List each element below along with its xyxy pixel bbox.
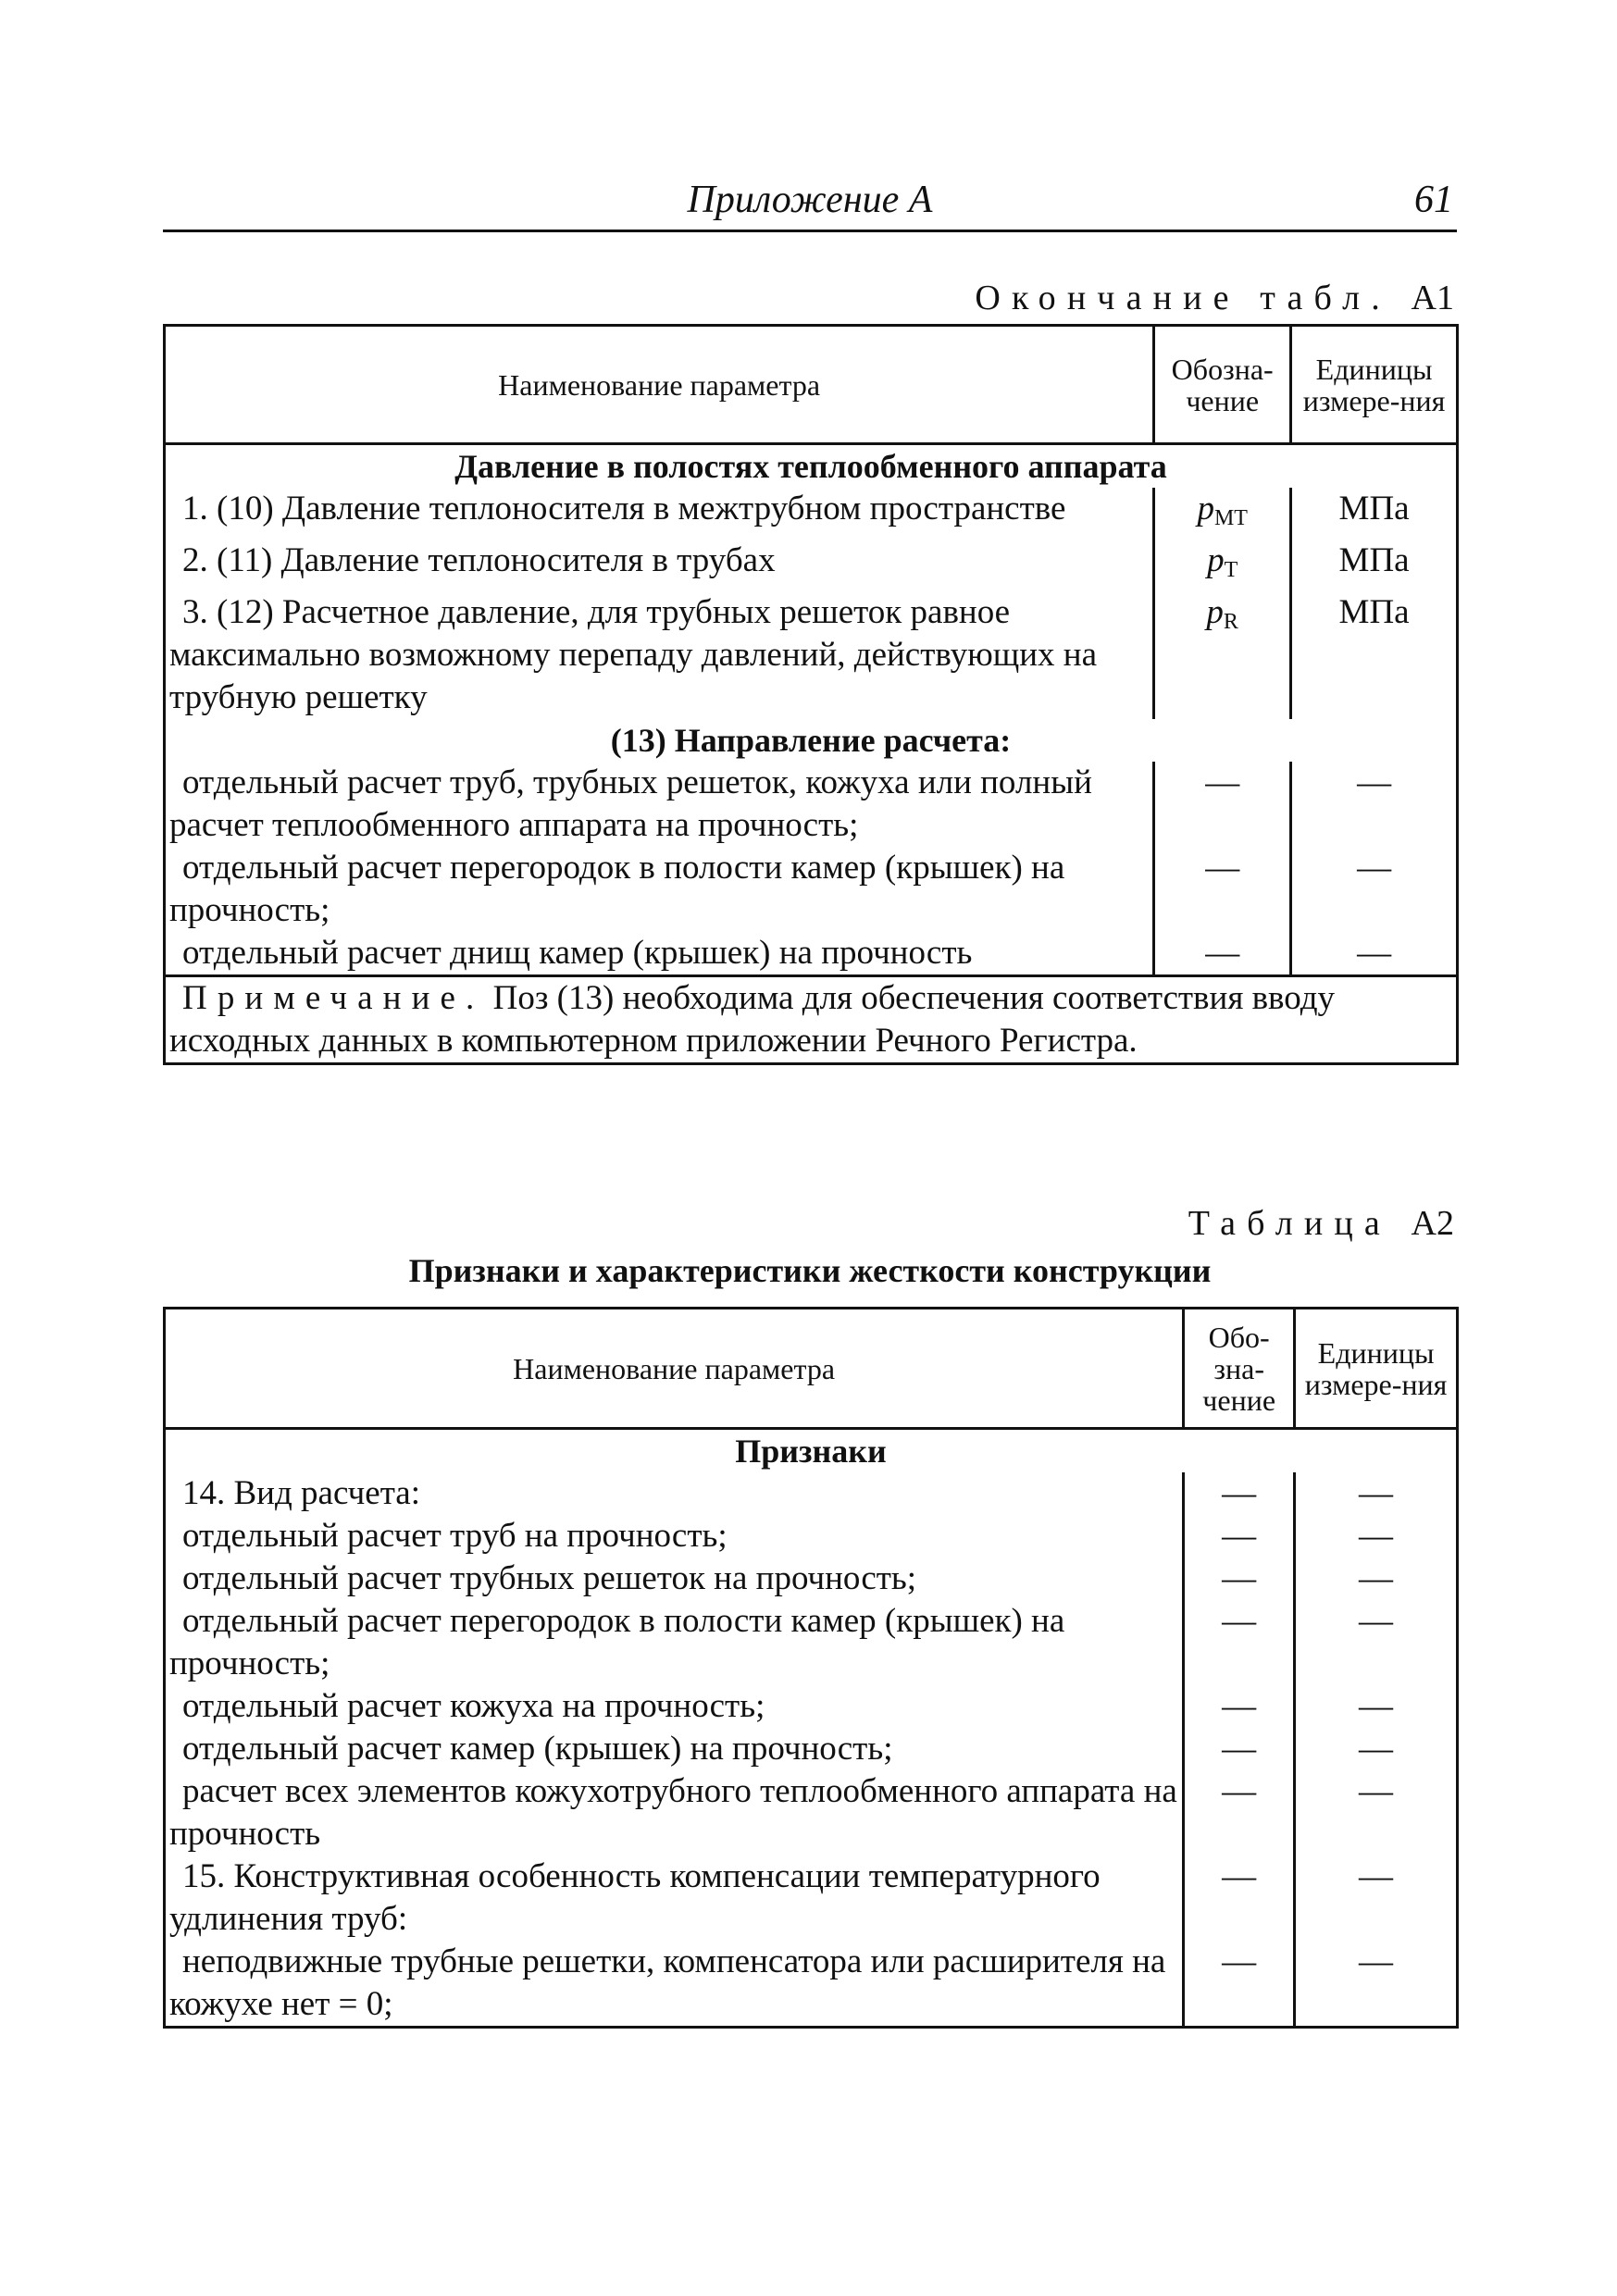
- param-unit: МПа: [1338, 490, 1410, 527]
- param-name: отдельный расчет перегородок в полости камер (крышек) на прочность;: [169, 849, 1065, 929]
- param-symbol: —: [1184, 1770, 1295, 1855]
- param-name: отдельный расчет камер (крышек) на прочность;: [182, 1730, 893, 1768]
- table-row: [165, 1685, 1458, 1728]
- table-row: [165, 1728, 1458, 1770]
- table-row: [165, 847, 1458, 932]
- page-header: [163, 174, 1457, 232]
- table-row: [165, 540, 1458, 591]
- param-unit: —: [1357, 763, 1392, 801]
- column-header-symbol: Обозна-чение: [1154, 326, 1291, 444]
- table-row: [165, 1472, 1458, 1515]
- table-a1-caption-number: А1: [1411, 279, 1454, 317]
- table-row: [165, 762, 1458, 847]
- param-symbol: —: [1184, 1600, 1295, 1685]
- param-unit: —: [1359, 1942, 1394, 1980]
- param-symbol: —: [1184, 1855, 1295, 1941]
- table-row: [165, 488, 1458, 540]
- table-a1-caption: [975, 278, 1454, 318]
- table-row: [165, 1770, 1458, 1855]
- param-symbol: —: [1184, 1558, 1295, 1600]
- table-row: [165, 591, 1458, 719]
- param-name: отдельный расчет перегородок в полости камер (крышек) на прочность;: [169, 1602, 1065, 1682]
- running-title: Приложение А: [687, 179, 933, 221]
- param-symbol: —: [1184, 1685, 1295, 1728]
- table-row: [165, 1941, 1458, 2028]
- column-header-units: Единицы измере-ния: [1291, 326, 1458, 444]
- param-unit: —: [1359, 1602, 1394, 1640]
- param-name: отдельный расчет труб, трубных решеток, кожуха или полный расчет теплообменного аппарата на прочность;: [169, 763, 1092, 844]
- column-header-name: Наименование параметра: [165, 326, 1154, 444]
- param-unit: —: [1359, 1687, 1394, 1725]
- param-unit: —: [1359, 1730, 1394, 1768]
- table-a2-caption: [1188, 1203, 1454, 1244]
- page-number: 61: [1414, 179, 1453, 221]
- table-row: [165, 1515, 1458, 1558]
- column-header-name: Наименование параметра: [165, 1309, 1184, 1429]
- param-name: расчет всех элементов кожухотрубного теплообменного аппарата на прочность: [169, 1772, 1177, 1853]
- param-symbol: —: [1154, 847, 1291, 932]
- table-row: [165, 1855, 1458, 1941]
- table-a1-caption-label: Окончание табл.: [975, 279, 1391, 317]
- param-unit: —: [1357, 934, 1392, 972]
- param-symbol: $p_Т$: [1154, 540, 1291, 591]
- section-heading: Признаки: [735, 1433, 887, 1470]
- param-unit: —: [1359, 1517, 1394, 1555]
- param-symbol: —: [1184, 1728, 1295, 1770]
- param-name: 15. Конструктивная особенность компенсации температурного удлинения труб:: [169, 1857, 1101, 1938]
- table-a2: [163, 1307, 1459, 2029]
- param-name: 14. Вид расчета:: [182, 1474, 421, 1512]
- section-heading: Давление в полостях теплообменного аппарата: [454, 448, 1167, 485]
- table-note: [165, 976, 1458, 1064]
- param-name: 1. (10) Давление теплоносителя в межтрубном пространстве: [182, 490, 1066, 527]
- table-a1: [163, 324, 1459, 1065]
- column-header-symbol: Обо-зна-чение: [1184, 1309, 1295, 1429]
- param-symbol: $p_R$: [1154, 591, 1291, 719]
- table-row: [165, 1600, 1458, 1685]
- param-name: отдельный расчет труб на прочность;: [182, 1517, 728, 1555]
- param-unit: —: [1359, 1559, 1394, 1597]
- param-unit: МПа: [1338, 541, 1410, 579]
- table-row: [165, 932, 1458, 976]
- table-a2-caption-number: А2: [1411, 1204, 1454, 1243]
- param-symbol: —: [1154, 932, 1291, 976]
- param-symbol: $p_{МТ}$: [1154, 488, 1291, 540]
- param-symbol: —: [1184, 1515, 1295, 1558]
- param-symbol: —: [1184, 1941, 1295, 2028]
- param-symbol: —: [1154, 762, 1291, 847]
- column-header-units: Единицы измере-ния: [1295, 1309, 1458, 1429]
- param-symbol: —: [1184, 1472, 1295, 1515]
- table-a2-title: Признаки и характеристики жесткости конструкции: [408, 1252, 1212, 1289]
- note-label: Примечание.: [182, 979, 485, 1017]
- param-name: отдельный расчет днищ камер (крышек) на прочность: [182, 934, 973, 972]
- param-unit: МПа: [1338, 593, 1410, 631]
- param-unit: —: [1357, 849, 1392, 887]
- section-heading: (13) Направление расчета:: [610, 722, 1012, 759]
- note-text: Поз (13) необходима для обеспечения соответствия вводу исходных данных в компьютерном приложении Речного Регистра.: [169, 979, 1336, 1060]
- param-name: 2. (11) Давление теплоносителя в трубах: [182, 541, 776, 579]
- param-unit: —: [1359, 1857, 1394, 1895]
- param-name: 3. (12) Расчетное давление, для трубных решеток равное максимально возможному перепаду давлений, действующих на трубную решетку: [169, 593, 1097, 716]
- table-row: [165, 1558, 1458, 1600]
- param-name: неподвижные трубные решетки, компенсатора или расширителя на кожухе нет = 0;: [169, 1942, 1166, 2023]
- param-unit: —: [1359, 1474, 1394, 1512]
- param-unit: —: [1359, 1772, 1394, 1810]
- param-name: отдельный расчет кожуха на прочность;: [182, 1687, 765, 1725]
- table-a2-caption-label: Таблица: [1188, 1204, 1391, 1243]
- param-name: отдельный расчет трубных решеток на прочность;: [182, 1559, 917, 1597]
